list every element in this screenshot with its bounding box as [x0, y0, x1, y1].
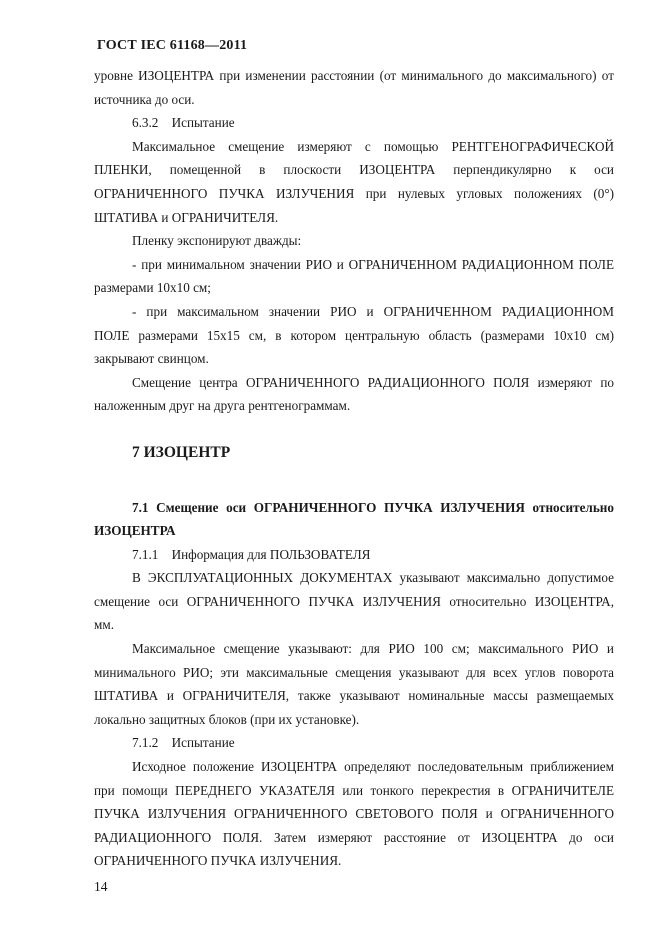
- text-line: мм.: [94, 617, 114, 633]
- text-line: локально защитных блоков (при их установке).: [94, 711, 360, 727]
- text-line: ШТАТИВА и ОГРАНИЧИТЕЛЯ, также указывают номинальные массы размещаемых: [94, 688, 614, 704]
- subsection-heading-7-1: 7.1 Смещение оси ОГРАНИЧЕННОГО ПУЧКА ИЗЛУЧЕНИЯ относительно: [132, 499, 614, 515]
- subsection-heading-7-1-2: 7.1.2 Испытание: [132, 735, 235, 751]
- text-line: ШТАТИВА и ОГРАНИЧИТЕЛЯ.: [94, 209, 279, 225]
- subsection-heading-6-3-2: 6.3.2 Испытание: [132, 115, 235, 131]
- text-line: Исходное положение ИЗОЦЕНТРА определяют последовательным приближением: [132, 759, 614, 775]
- page-number: 14: [94, 879, 108, 894]
- text-line: минимального РИО; эти максимальные смещения указывают для всех углов поворота: [94, 664, 614, 680]
- document-header: ГОСТ IEC 61168—2011: [97, 38, 248, 53]
- text-line: В ЭКСПЛУАТАЦИОННЫХ ДОКУМЕНТАХ указывают максимально допустимое: [132, 570, 614, 586]
- text-line: - при минимальном значении РИО и ОГРАНИЧЕННОМ РАДИАЦИОННОМ ПОЛЕ: [132, 256, 614, 272]
- text-line: смещение оси ОГРАНИЧЕННОГО ПУЧКА ИЗЛУЧЕНИЯ относительно ИЗОЦЕНТРА,: [94, 593, 614, 609]
- text-line: размерами 10x10 см;: [94, 280, 211, 296]
- text-line: при помощи ПЕРЕДНЕГО УКАЗАТЕЛЯ или тонкого перекрестия в ОГРАНИЧИТЕЛЕ: [94, 782, 614, 798]
- document-body: [94, 64, 614, 873]
- text-line: - при максимальном значении РИО и ОГРАНИЧЕННОМ РАДИАЦИОННОМ: [132, 303, 614, 319]
- text-line: ПУЧКА ИЗЛУЧЕНИЯ ОГРАНИЧЕННОГО СВЕТОВОГО ПОЛЯ и ОГРАНИЧЕННОГО: [94, 806, 614, 822]
- text-line: наложенным друг на друга рентгенограммам.: [94, 398, 351, 414]
- text-line: ПОЛЕ размерами 15x15 см, в котором центральную область (размерами 10x10 см): [94, 327, 614, 343]
- text-line: РАДИАЦИОННОГО ПОЛЯ. Затем измеряют расстояние от ИЗОЦЕНТРА до оси: [94, 829, 614, 845]
- text-line: источника до оси.: [94, 91, 195, 107]
- text-line: уровне ИЗОЦЕНТРА при изменении расстоянии (от минимального до максимального) от: [94, 68, 614, 83]
- text-line: Пленку экспонируют дважды:: [132, 233, 302, 249]
- text-line: ПЛЕНКИ, помещенной в плоскости ИЗОЦЕНТРА перпендикулярно к оси: [94, 162, 614, 178]
- text-line: Смещение центра ОГРАНИЧЕННОГО РАДИАЦИОННОГО ПОЛЯ измеряют по: [132, 374, 614, 390]
- section-heading-7: 7 ИЗОЦЕНТР: [132, 443, 231, 461]
- text-line: ОГРАНИЧЕННОГО ПУЧКА ИЗЛУЧЕНИЯ при нулевых угловых положениях (0°): [94, 185, 614, 201]
- subsection-heading-7-1-cont: ИЗОЦЕНТРА: [94, 523, 176, 539]
- subsection-heading-7-1-1: 7.1.1 Информация для ПОЛЬЗОВАТЕЛЯ: [132, 546, 371, 562]
- text-line: Максимальное смещение измеряют с помощью РЕНТГЕНОГРАФИЧЕСКОЙ: [132, 138, 614, 154]
- text-line: закрывают свинцом.: [94, 351, 209, 367]
- text-line: ОГРАНИЧЕННОГО ПУЧКА ИЗЛУЧЕНИЯ.: [94, 853, 342, 869]
- text-line: Максимальное смещение указывают: для РИО 100 см; максимального РИО и: [132, 641, 614, 657]
